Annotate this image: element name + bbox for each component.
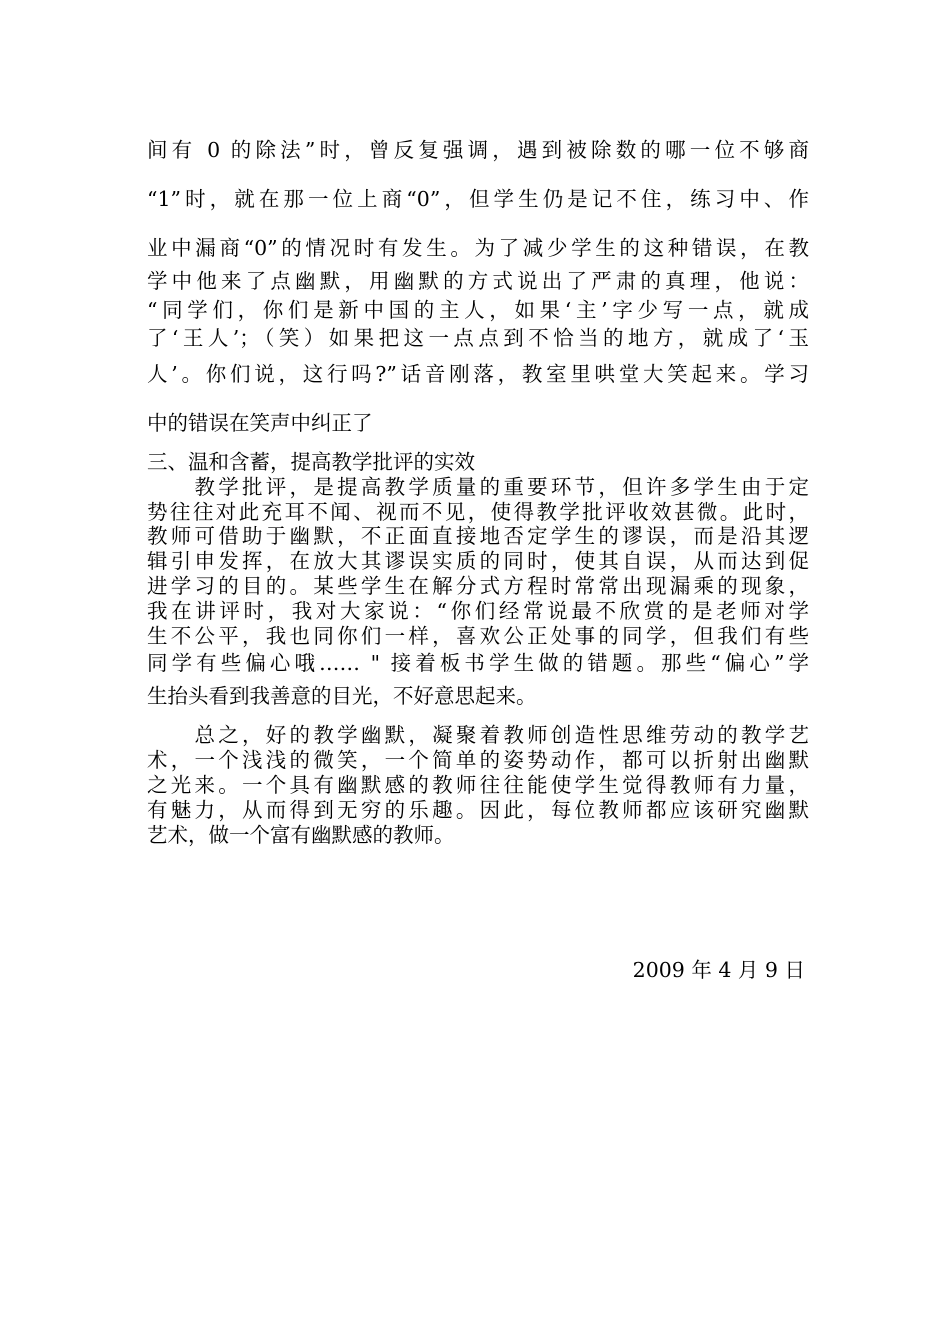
paragraph-line: 同学有些偏心哦…… " 接着板书学生做的错题。那些“偏心”学 bbox=[147, 651, 809, 675]
paragraph-line: 业中漏商“0”的情况时有发生。为了减少学生的这种错误，在教 bbox=[147, 236, 809, 260]
paragraph-line: 艺术，做一个富有幽默感的教师。 bbox=[147, 823, 455, 847]
paragraph-line: 教师可借助于幽默，不正面直接地否定学生的谬误，而是沿其逻 bbox=[147, 524, 809, 548]
paragraph-line: 生不公平，我也同你们一样，喜欢公正处事的同学，但我们有些 bbox=[147, 624, 809, 648]
paragraph-line: 有魅力，从而得到无穷的乐趣。因此，每位教师都应该研究幽默 bbox=[147, 798, 809, 822]
paragraph-line: 势往往对此充耳不闻、视而不见，使得教学批评收效甚微。此时， bbox=[147, 500, 809, 524]
paragraph-line: 人’。你们说，这行吗?”话音刚落，教室里哄堂大笑起来。学习 bbox=[147, 362, 809, 386]
document-date: 2009 年 4 月 9 日 bbox=[632, 958, 805, 982]
paragraph-line: “同学们，你们是新中国的主人，如果‘主’字少写一点，就成 bbox=[147, 298, 809, 322]
paragraph-line: 中的错误在笑声中纠正了 bbox=[147, 411, 373, 435]
paragraph-line: 总之，好的教学幽默，凝聚着教师创造性思维劳动的教学艺 bbox=[147, 723, 809, 747]
paragraph-line: “1”时，就在那一位上商“0”，但学生仍是记不住，练习中、作 bbox=[147, 187, 809, 211]
paragraph-line: 学中他来了点幽默，用幽默的方式说出了严肃的真理，他说： bbox=[147, 269, 809, 293]
paragraph-line: 术，一个浅浅的微笑，一个简单的姿势动作，都可以折射出幽默 bbox=[147, 748, 809, 772]
section-heading: 三、温和含蓄，提高教学批评的实效 bbox=[147, 450, 475, 474]
paragraph-line: 进学习的目的。某些学生在解分式方程时常常出现漏乘的现象， bbox=[147, 574, 809, 598]
paragraph-line: 辑引申发挥，在放大其谬误实质的同时，使其自误，从而达到促 bbox=[147, 549, 809, 573]
paragraph-line: 教学批评，是提高教学质量的重要环节，但许多学生由于定 bbox=[147, 475, 809, 499]
paragraph-line: 间有 0 的除法”时，曾反复强调，遇到被除数的哪一位不够商 bbox=[147, 138, 809, 162]
paragraph-line: 我在讲评时，我对大家说：“你们经常说最不欣赏的是老师对学 bbox=[147, 599, 809, 623]
paragraph-line: 生抬头看到我善意的目光，不好意思起来。 bbox=[147, 684, 537, 708]
paragraph-line: 之光来。一个具有幽默感的教师往往能使学生觉得教师有力量， bbox=[147, 773, 809, 797]
paragraph-line: 了‘王人’；（笑）如果把这一点点到不恰当的地方，就成了‘玉 bbox=[147, 326, 809, 350]
